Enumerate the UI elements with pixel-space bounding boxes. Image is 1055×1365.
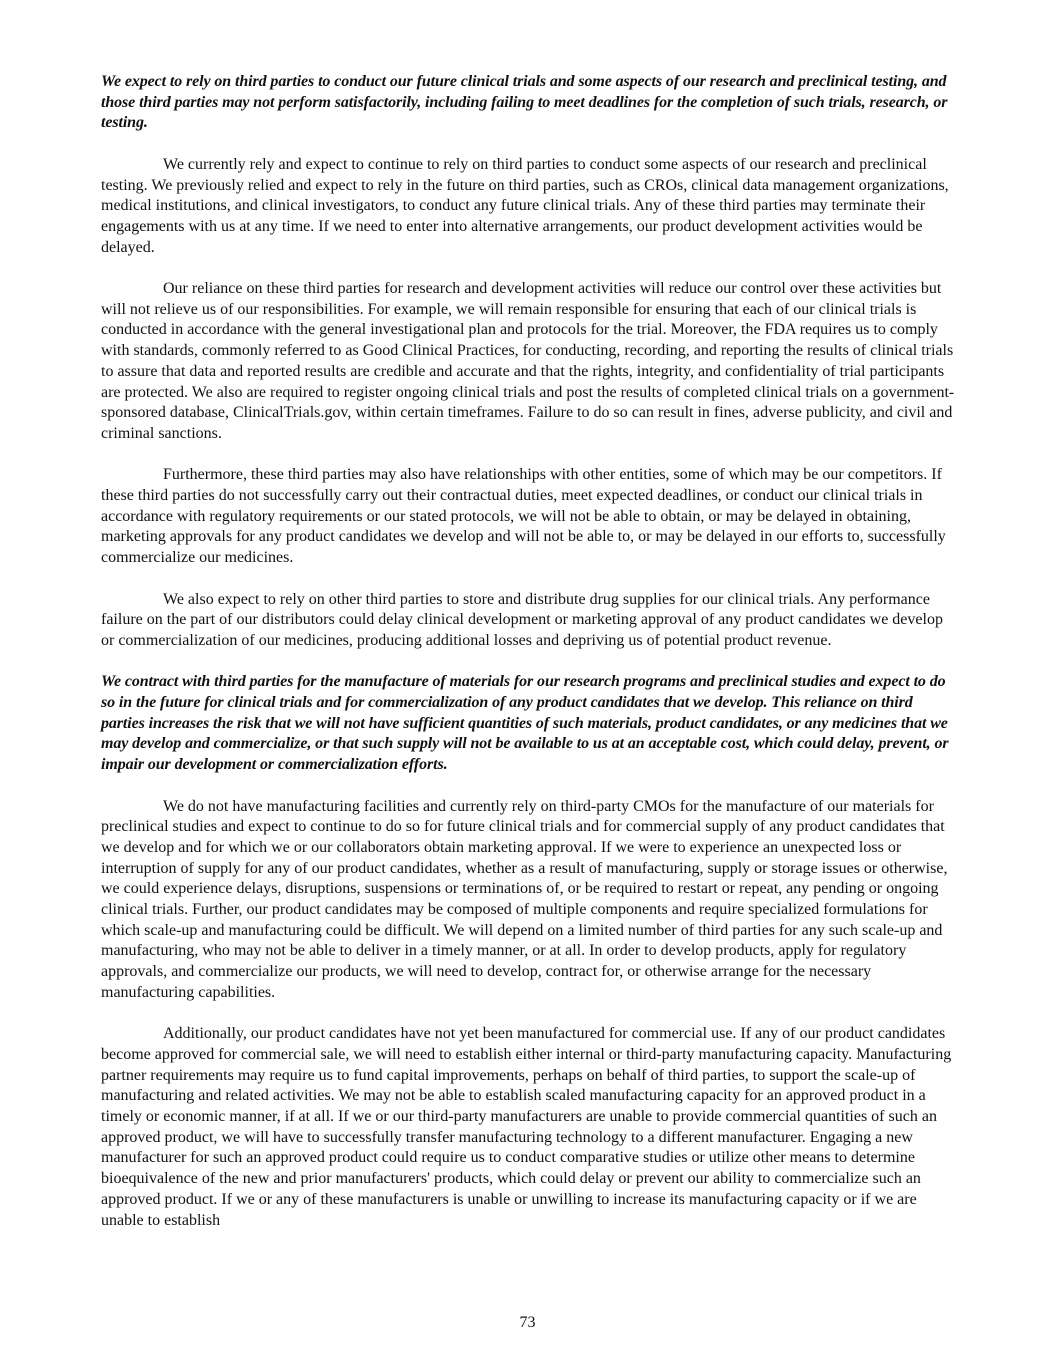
page-number: 73: [519, 1314, 536, 1331]
section-third-party-clinical-trials: [101, 72, 957, 652]
paragraph: Our reliance on these third parties for research and development activities will reduce our control over these activities but will not relieve us of our responsibilities. For example, we will remain responsible for ensuring that each of our clinical trials is conducted in accordance with the general investigational plan and protocols for the trial. Moreover, the FDA requires us to comply with standards, commonly referred to as Good Clinical Practices, for conducting, recording, and reporting the results of clinical trials to assure that data and reported results are credible and accurate and that the rights, integrity, and confidentiality of trial participants are protected. We also are required to register ongoing clinical trials and post the results of completed clinical trials on a government-sponsored database, ClinicalTrials.gov, within certain timeframes. Failure to do so can result in fines, adverse publicity, and civil and criminal sanctions.: [101, 280, 955, 442]
document-page: [101, 72, 957, 1252]
section-third-party-manufacturing: [101, 672, 957, 1231]
section-heading: We contract with third parties for the manufacture of materials for our research programs and preclinical studies and expect to do so in the future for clinical trials and for commercialization of any product candidates that we develop. This reliance on third parties increases the risk that we will not have sufficient quantities of such materials, product candidates, or any medicines that we may develop and commercialize, or that such supply will not be available to us at an acceptable cost, which could delay, prevent, or impair our development or commercialization efforts.: [101, 673, 949, 774]
section-heading: We expect to rely on third parties to conduct our future clinical trials and some aspects of our research and preclinical testing, and those third parties may not perform satisfactorily, including failing to meet deadlines for the completion of such trials, research, or testing.: [101, 73, 948, 132]
paragraph: Additionally, our product candidates have not yet been manufactured for commercial use. If any of our product candidates become approved for commercial sale, we will need to establish either internal or third-party manufacturing capacity. Manufacturing partner requirements may require us to fund capital improvements, perhaps on behalf of third parties, to support the scale-up of manufacturing and related activities. We may not be able to establish scaled manufacturing capacity for an approved product in a timely or economic manner, if at all. If we or our third-party manufacturers are unable to provide commercial quantities of such an approved product, we will have to successfully transfer manufacturing technology to a different manufacturer. Engaging a new manufacturer for such an approved product could require us to conduct comparative studies or utilize other means to determine bioequivalence of the new and prior manufacturers' products, which could delay or prevent our ability to commercialize such an approved product. If we or any of these manufacturers is unable or unwilling to increase its manufacturing capacity or if we are unable to establish: [101, 1025, 952, 1229]
paragraph: Furthermore, these third parties may also have relationships with other entities, some of which may be our competitors. If these third parties do not successfully carry out their contractual duties, meet expected deadlines, or conduct our clinical trials in accordance with regulatory requirements or our stated protocols, we will not be able to obtain, or may be delayed in obtaining, marketing approvals for any product candidates we develop and will not be able to, or may be delayed in our efforts to, successfully commercialize our medicines.: [101, 466, 946, 567]
paragraph: We do not have manufacturing facilities and currently rely on third-party CMOs for the manufacture of our materials for preclinical studies and expect to continue to do so for future clinical trials and for commercial supply of any product candidates that we develop and for which we or our collaborators obtain marketing approval. If we were to experience an unexpected loss or interruption of supply for any of our product candidates, whether as a result of manufacturing, supply or storage issues or otherwise, we could experience delays, disruptions, suspensions or terminations of, or be required to restart or repeat, any pending or ongoing clinical trials. Further, our product candidates may be composed of multiple components and require specialized formulations for which scale-up and manufacturing could be difficult. We will depend on a limited number of third parties for any such scale-up and manufacturing, who may not be able to deliver in a timely manner, or at all. In order to develop products, apply for regulatory approvals, and commercialize our products, we will need to develop, contract for, or otherwise arrange for the necessary manufacturing capabilities.: [101, 797, 948, 1001]
paragraph: We currently rely and expect to continue to rely on third parties to conduct some aspects of our research and preclinical testing. We previously relied and expect to rely in the future on third parties, such as CROs, clinical data management organizations, medical institutions, and clinical investigators, to conduct any future clinical trials. Any of these third parties may terminate their engagements with us at any time. If we need to enter into alternative arrangements, our product development activities would be delayed.: [101, 155, 949, 256]
paragraph: We also expect to rely on other third parties to store and distribute drug supplies for our clinical trials. Any performance failure on the part of our distributors could delay clinical development or marketing approval of any product candidates we develop or commercialization of our medicines, producing additional losses and depriving us of potential product revenue.: [101, 590, 943, 649]
